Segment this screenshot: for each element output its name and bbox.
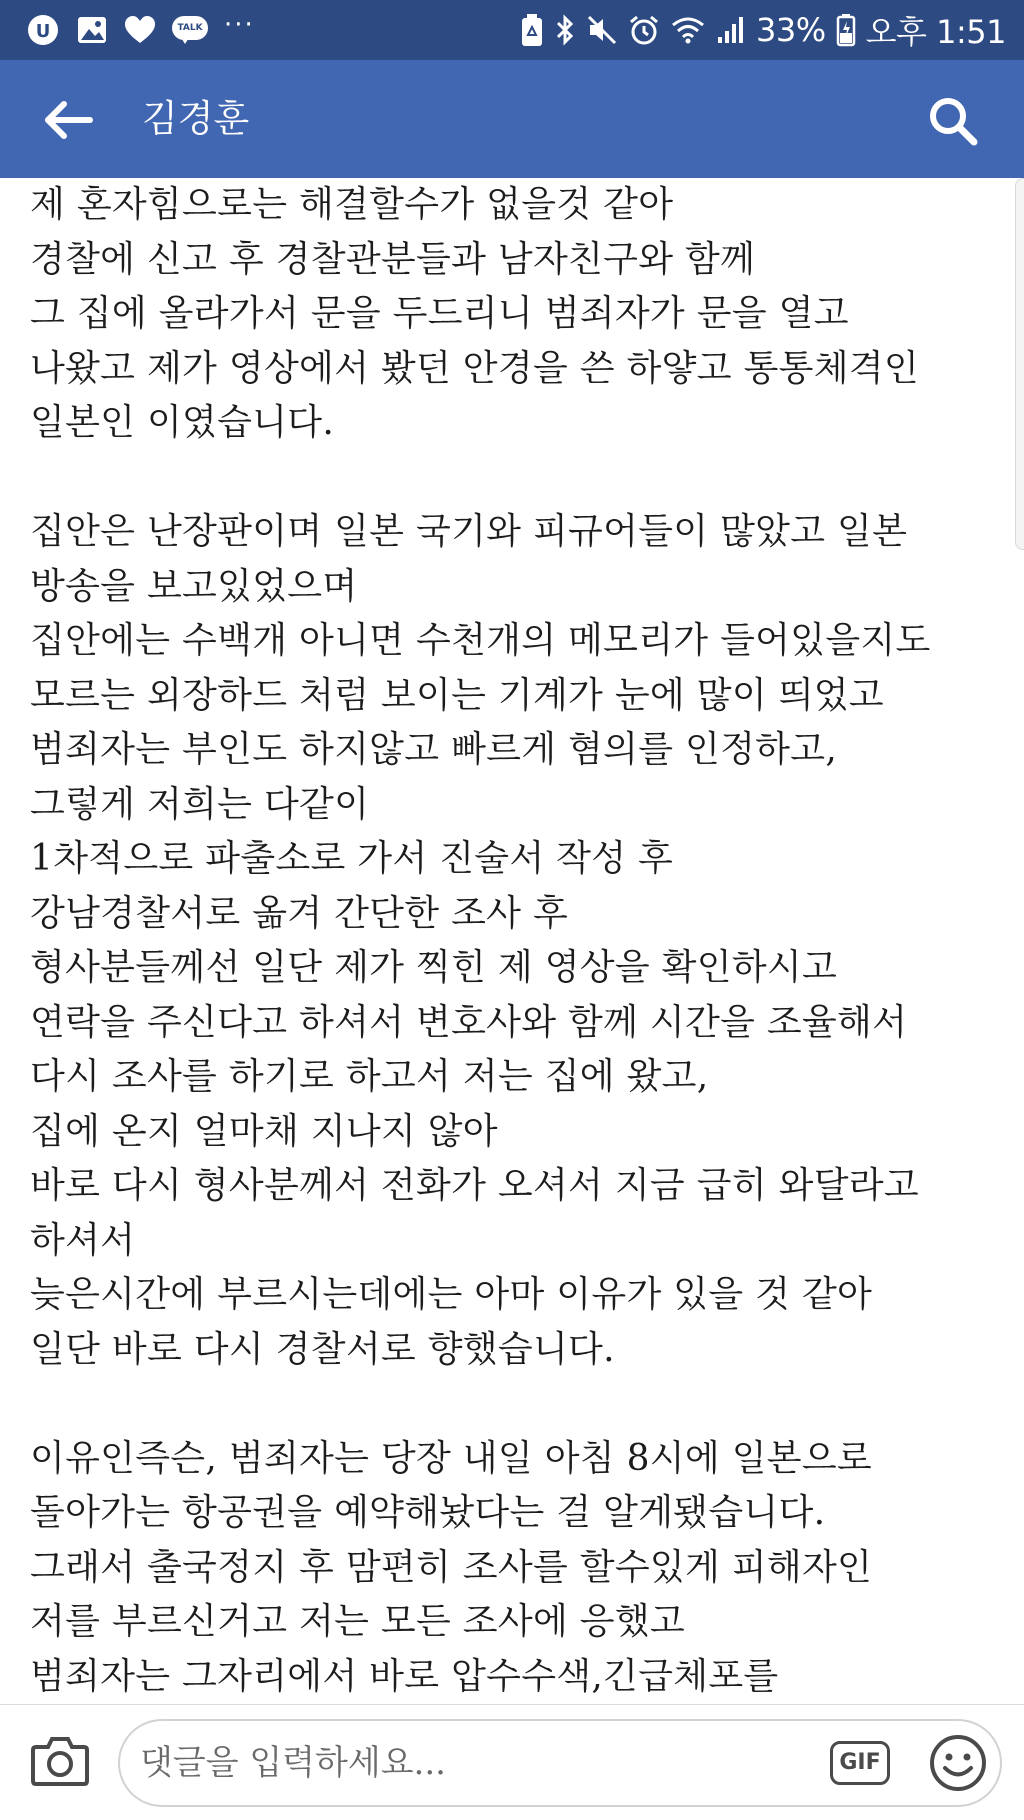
post-line: 일본인 이였습니다. — [30, 402, 335, 443]
heart-icon — [124, 15, 156, 45]
post-line: 형사분들께선 일단 제가 찍힌 제 영상을 확인하시고 — [30, 947, 838, 988]
scrollbar[interactable] — [1015, 178, 1024, 550]
post-line: 다시 조사를 하기로 하고서 저는 집에 왔고, — [30, 1056, 709, 1097]
post-line: 돌아가는 항공권을 예약해놨다는 걸 알게됐습니다. — [30, 1492, 826, 1533]
status-bar — [0, 0, 1024, 60]
post-line: 그 집에 올라가서 문을 두드리니 범죄자가 문을 열고 — [30, 293, 849, 334]
post-line: 강남경찰서로 옮겨 간단한 조사 후 — [30, 892, 569, 934]
comment-input-wrapper — [118, 1719, 1002, 1807]
status-right-icons — [510, 7, 1006, 53]
post-text — [30, 178, 1020, 1759]
post-line — [30, 1377, 1020, 1432]
svg-text:U: U — [35, 21, 51, 42]
camera-button[interactable] — [30, 1733, 90, 1789]
mute-icon — [586, 14, 618, 46]
post-line: 방송을 보고있었으며 — [30, 565, 358, 607]
status-left-icons — [26, 10, 271, 47]
kakaotalk-icon — [172, 16, 208, 44]
gif-button[interactable]: GIF — [830, 1741, 890, 1785]
emoji-button[interactable] — [928, 1733, 988, 1793]
more-icon: ··· — [224, 10, 255, 40]
post-line: 모르는 외장하드 처럼 보이는 기계가 눈에 많이 띄었고 — [30, 674, 884, 716]
battery-icon — [836, 13, 856, 47]
post-line: 그래서 출국정지 후 맘편히 조사를 할수있게 피해자인 — [30, 1546, 873, 1588]
alarm-icon — [628, 14, 660, 46]
post-line: 집안은 난장판이며 일본 국기와 피규어들이 많았고 일본 — [30, 511, 908, 552]
app-bar — [0, 60, 1024, 178]
comment-input[interactable] — [140, 1721, 820, 1805]
post-line: 나왔고 제가 영상에서 봤던 안경을 쓴 하얗고 통통체격인 — [30, 347, 919, 389]
battery-percent: 33% — [756, 11, 826, 49]
post-line: 늦은시간에 부르시는데에는 아마 이유가 있을 것 같아 — [30, 1274, 873, 1315]
gallery-icon — [76, 15, 108, 45]
post-line: 하셔서 — [30, 1219, 136, 1261]
page-title: 김경훈 — [142, 97, 250, 140]
post-line: 그렇게 저희는 다같이 — [30, 783, 370, 825]
recycle-icon — [520, 13, 544, 47]
back-arrow-icon — [40, 96, 100, 144]
post-line: 집에 온지 얼마채 지나지 않아 — [30, 1110, 498, 1152]
post-line: 일단 바로 다시 경찰서로 향했습니다. — [30, 1328, 615, 1370]
post-line — [30, 451, 1020, 506]
u-plus-icon — [26, 13, 60, 47]
smiley-icon — [928, 1733, 988, 1793]
search-icon — [926, 94, 982, 150]
post-line: 이유인즉슨, 범죄자는 당장 내일 아침 8시에 일본으로 — [30, 1437, 873, 1479]
post-content[interactable] — [0, 178, 1024, 1704]
search-button[interactable] — [926, 94, 982, 150]
back-button[interactable] — [40, 96, 100, 144]
bluetooth-icon — [554, 13, 576, 47]
wifi-icon — [670, 15, 706, 45]
signal-icon — [716, 15, 746, 45]
kakaotalk-label: TALK — [172, 16, 208, 40]
post-line: 1차적으로 파출소로 가서 진술서 작성 후 — [30, 838, 674, 879]
post-line: 범죄자는 부인도 하지않고 빠르게 혐의를 인정하고, — [30, 729, 838, 770]
status-time: 오후 1:51 — [865, 13, 1006, 51]
post-line: 범죄자는 그자리에서 바로 압수수색,긴급체포를 — [30, 1655, 779, 1697]
post-line: 제 혼자힘으로는 해결할수가 없을것 같아 — [30, 184, 674, 225]
camera-icon — [30, 1733, 90, 1789]
post-line: 집안에는 수백개 아니면 수천개의 메모리가 들어있을지도 — [30, 620, 931, 661]
post-line: 경찰에 신고 후 경찰관분들과 남자친구와 함께 — [30, 238, 756, 280]
comment-bar — [0, 1704, 1024, 1820]
post-line: 연락을 주신다고 하셔서 변호사와 함께 시간을 조율해서 — [30, 1001, 908, 1043]
post-line: 바로 다시 형사분께서 전화가 오셔서 지금 급히 와달라고 — [30, 1165, 919, 1206]
post-line: 저를 부르신거고 저는 모든 조사에 응했고 — [30, 1601, 686, 1642]
